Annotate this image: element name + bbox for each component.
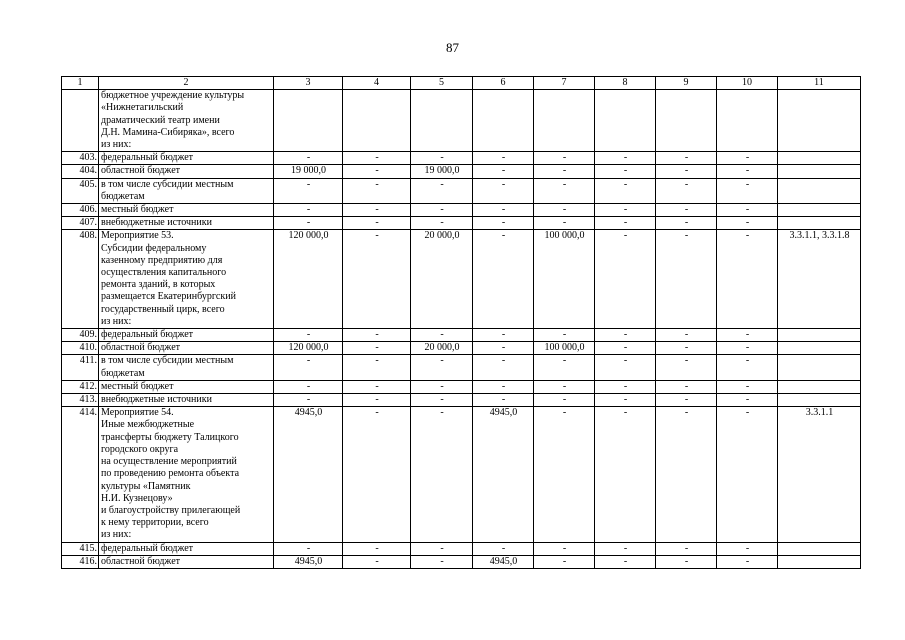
value-cell: - bbox=[656, 355, 717, 380]
value-cell: - bbox=[534, 178, 595, 203]
value-cell: - bbox=[595, 542, 656, 555]
row-name-cell: федеральный бюджет bbox=[99, 542, 274, 555]
value-cell: - bbox=[717, 230, 778, 329]
value-cell: - bbox=[656, 342, 717, 355]
value-cell: 4945,0 bbox=[274, 555, 343, 568]
table-row bbox=[62, 165, 861, 178]
value-cell: 4945,0 bbox=[274, 407, 343, 542]
column-header: 3 bbox=[274, 77, 343, 90]
target-indicator-cell: 3.3.1.1, 3.3.1.8 bbox=[778, 230, 861, 329]
table-row bbox=[62, 555, 861, 568]
value-cell: - bbox=[595, 380, 656, 393]
value-cell: - bbox=[717, 165, 778, 178]
target-indicator-cell bbox=[778, 555, 861, 568]
value-cell bbox=[411, 90, 473, 152]
value-cell: 100 000,0 bbox=[534, 230, 595, 329]
value-cell: - bbox=[595, 217, 656, 230]
target-indicator-cell bbox=[778, 90, 861, 152]
row-number-cell: 408. bbox=[62, 230, 99, 329]
value-cell: - bbox=[595, 152, 656, 165]
value-cell: - bbox=[473, 342, 534, 355]
value-cell: - bbox=[411, 152, 473, 165]
table-row bbox=[62, 329, 861, 342]
value-cell: - bbox=[343, 165, 411, 178]
budget-table bbox=[61, 76, 861, 569]
value-cell: - bbox=[595, 230, 656, 329]
column-header: 1 bbox=[62, 77, 99, 90]
value-cell: - bbox=[411, 407, 473, 542]
row-number-cell: 411. bbox=[62, 355, 99, 380]
value-cell: - bbox=[595, 407, 656, 542]
row-number-cell: 405. bbox=[62, 178, 99, 203]
table-row bbox=[62, 178, 861, 203]
column-header: 4 bbox=[343, 77, 411, 90]
row-name-cell: Мероприятие 53. Субсидии федеральному казенному предприятию для осуществления капитального ремонта зданий, в которых размещается Екатеринбургский государственный цирк, всего из них: bbox=[99, 230, 274, 329]
value-cell: - bbox=[656, 394, 717, 407]
value-cell: - bbox=[534, 204, 595, 217]
target-indicator-cell bbox=[778, 342, 861, 355]
value-cell: 100 000,0 bbox=[534, 342, 595, 355]
target-indicator-cell bbox=[778, 204, 861, 217]
row-name-cell: в том числе субсидии местным бюджетам bbox=[99, 355, 274, 380]
value-cell: - bbox=[717, 152, 778, 165]
row-name-cell: внебюджетные источники bbox=[99, 217, 274, 230]
target-indicator-cell bbox=[778, 178, 861, 203]
value-cell: - bbox=[595, 555, 656, 568]
value-cell: - bbox=[411, 329, 473, 342]
table-row bbox=[62, 152, 861, 165]
value-cell: - bbox=[473, 230, 534, 329]
value-cell: - bbox=[473, 178, 534, 203]
value-cell: - bbox=[717, 178, 778, 203]
value-cell: - bbox=[473, 380, 534, 393]
value-cell: - bbox=[343, 380, 411, 393]
row-name-cell: внебюджетные источники bbox=[99, 394, 274, 407]
table-row bbox=[62, 542, 861, 555]
value-cell: - bbox=[717, 217, 778, 230]
target-indicator-cell bbox=[778, 165, 861, 178]
table-row bbox=[62, 394, 861, 407]
row-number-cell: 413. bbox=[62, 394, 99, 407]
value-cell: - bbox=[595, 394, 656, 407]
value-cell: - bbox=[534, 165, 595, 178]
value-cell: - bbox=[717, 329, 778, 342]
value-cell: - bbox=[656, 329, 717, 342]
column-header: 8 bbox=[595, 77, 656, 90]
row-number-cell: 403. bbox=[62, 152, 99, 165]
value-cell: - bbox=[343, 555, 411, 568]
row-name-cell: областной бюджет bbox=[99, 342, 274, 355]
value-cell: - bbox=[473, 355, 534, 380]
value-cell: 4945,0 bbox=[473, 407, 534, 542]
value-cell: - bbox=[343, 542, 411, 555]
value-cell: - bbox=[717, 204, 778, 217]
table-row bbox=[62, 230, 861, 329]
row-number-cell: 404. bbox=[62, 165, 99, 178]
value-cell: - bbox=[343, 407, 411, 542]
value-cell: - bbox=[473, 394, 534, 407]
value-cell: - bbox=[717, 407, 778, 542]
value-cell: - bbox=[343, 204, 411, 217]
value-cell: - bbox=[274, 542, 343, 555]
value-cell: - bbox=[411, 555, 473, 568]
row-name-cell: областной бюджет bbox=[99, 555, 274, 568]
value-cell bbox=[274, 90, 343, 152]
value-cell bbox=[473, 90, 534, 152]
value-cell bbox=[534, 90, 595, 152]
value-cell: - bbox=[656, 542, 717, 555]
value-cell: - bbox=[595, 204, 656, 217]
value-cell: - bbox=[595, 342, 656, 355]
value-cell: - bbox=[274, 329, 343, 342]
value-cell: 120 000,0 bbox=[274, 342, 343, 355]
page-number: 87 bbox=[446, 40, 459, 55]
column-header: 7 bbox=[534, 77, 595, 90]
value-cell: - bbox=[595, 355, 656, 380]
table-row bbox=[62, 217, 861, 230]
value-cell: 20 000,0 bbox=[411, 342, 473, 355]
row-number-cell: 406. bbox=[62, 204, 99, 217]
value-cell: - bbox=[717, 555, 778, 568]
value-cell: - bbox=[411, 542, 473, 555]
value-cell: - bbox=[656, 555, 717, 568]
value-cell: - bbox=[717, 394, 778, 407]
column-header: 9 bbox=[656, 77, 717, 90]
target-indicator-cell bbox=[778, 542, 861, 555]
value-cell: - bbox=[656, 380, 717, 393]
table-body bbox=[62, 90, 861, 569]
value-cell: - bbox=[411, 204, 473, 217]
column-header: 2 bbox=[99, 77, 274, 90]
column-header: 6 bbox=[473, 77, 534, 90]
value-cell: - bbox=[534, 542, 595, 555]
row-number-cell: 412. bbox=[62, 380, 99, 393]
value-cell: 19 000,0 bbox=[274, 165, 343, 178]
value-cell: - bbox=[473, 329, 534, 342]
value-cell: - bbox=[274, 380, 343, 393]
row-number-cell: 416. bbox=[62, 555, 99, 568]
column-header-row bbox=[62, 77, 861, 90]
value-cell: - bbox=[534, 380, 595, 393]
row-name-cell: федеральный бюджет bbox=[99, 152, 274, 165]
value-cell: - bbox=[534, 217, 595, 230]
row-name-cell: Мероприятие 54. Иные межбюджетные трансферты бюджету Талицкого городского округа на осуществление мероприятий по проведению ремонта объекта культуры «Памятник Н.И. Кузнецову» и благоустройству прилегающей к нему территории, всего из них: bbox=[99, 407, 274, 542]
value-cell: - bbox=[656, 178, 717, 203]
value-cell: - bbox=[717, 542, 778, 555]
value-cell: - bbox=[534, 355, 595, 380]
table-row bbox=[62, 204, 861, 217]
value-cell: - bbox=[717, 342, 778, 355]
value-cell: - bbox=[274, 217, 343, 230]
value-cell: - bbox=[274, 355, 343, 380]
value-cell: - bbox=[656, 230, 717, 329]
value-cell: - bbox=[473, 204, 534, 217]
value-cell: - bbox=[595, 165, 656, 178]
value-cell: - bbox=[274, 394, 343, 407]
value-cell: 4945,0 bbox=[473, 555, 534, 568]
value-cell: - bbox=[411, 394, 473, 407]
value-cell: - bbox=[473, 152, 534, 165]
column-header: 10 bbox=[717, 77, 778, 90]
target-indicator-cell bbox=[778, 394, 861, 407]
value-cell: - bbox=[343, 342, 411, 355]
value-cell: - bbox=[343, 230, 411, 329]
table-row bbox=[62, 407, 861, 542]
value-cell: - bbox=[656, 152, 717, 165]
row-number-cell bbox=[62, 90, 99, 152]
value-cell: - bbox=[534, 329, 595, 342]
row-name-cell: бюджетное учреждение культуры «Нижнетагильский драматический театр имени Д.Н. Мамина-Сибиряка», всего из них: bbox=[99, 90, 274, 152]
value-cell: - bbox=[411, 178, 473, 203]
row-number-cell: 414. bbox=[62, 407, 99, 542]
value-cell: - bbox=[473, 165, 534, 178]
value-cell bbox=[343, 90, 411, 152]
row-number-cell: 410. bbox=[62, 342, 99, 355]
value-cell: - bbox=[656, 217, 717, 230]
column-header: 11 bbox=[778, 77, 861, 90]
value-cell: - bbox=[717, 355, 778, 380]
table-row bbox=[62, 380, 861, 393]
value-cell: - bbox=[411, 217, 473, 230]
target-indicator-cell bbox=[778, 329, 861, 342]
value-cell: - bbox=[595, 178, 656, 203]
target-indicator-cell: 3.3.1.1 bbox=[778, 407, 861, 542]
value-cell: - bbox=[274, 152, 343, 165]
target-indicator-cell bbox=[778, 152, 861, 165]
value-cell: - bbox=[656, 407, 717, 542]
row-number-cell: 415. bbox=[62, 542, 99, 555]
value-cell bbox=[595, 90, 656, 152]
value-cell: - bbox=[534, 394, 595, 407]
value-cell: - bbox=[411, 355, 473, 380]
target-indicator-cell bbox=[778, 380, 861, 393]
row-name-cell: областной бюджет bbox=[99, 165, 274, 178]
value-cell: 20 000,0 bbox=[411, 230, 473, 329]
value-cell: - bbox=[534, 152, 595, 165]
table-row bbox=[62, 90, 861, 152]
value-cell: - bbox=[343, 152, 411, 165]
value-cell: - bbox=[274, 178, 343, 203]
value-cell bbox=[717, 90, 778, 152]
value-cell: - bbox=[343, 355, 411, 380]
value-cell: - bbox=[343, 394, 411, 407]
row-name-cell: местный бюджет bbox=[99, 380, 274, 393]
value-cell: - bbox=[473, 542, 534, 555]
row-name-cell: федеральный бюджет bbox=[99, 329, 274, 342]
table-row bbox=[62, 355, 861, 380]
row-name-cell: местный бюджет bbox=[99, 204, 274, 217]
value-cell: - bbox=[343, 329, 411, 342]
value-cell: - bbox=[717, 380, 778, 393]
row-name-cell: в том числе субсидии местным бюджетам bbox=[99, 178, 274, 203]
value-cell: - bbox=[473, 217, 534, 230]
value-cell: 19 000,0 bbox=[411, 165, 473, 178]
value-cell: - bbox=[343, 178, 411, 203]
value-cell: - bbox=[274, 204, 343, 217]
column-header: 5 bbox=[411, 77, 473, 90]
value-cell: - bbox=[411, 380, 473, 393]
value-cell: - bbox=[595, 329, 656, 342]
target-indicator-cell bbox=[778, 355, 861, 380]
table-row bbox=[62, 342, 861, 355]
value-cell: - bbox=[656, 204, 717, 217]
value-cell: - bbox=[343, 217, 411, 230]
target-indicator-cell bbox=[778, 217, 861, 230]
value-cell: - bbox=[534, 407, 595, 542]
value-cell: - bbox=[534, 555, 595, 568]
value-cell bbox=[656, 90, 717, 152]
row-number-cell: 409. bbox=[62, 329, 99, 342]
value-cell: 120 000,0 bbox=[274, 230, 343, 329]
row-number-cell: 407. bbox=[62, 217, 99, 230]
value-cell: - bbox=[656, 165, 717, 178]
